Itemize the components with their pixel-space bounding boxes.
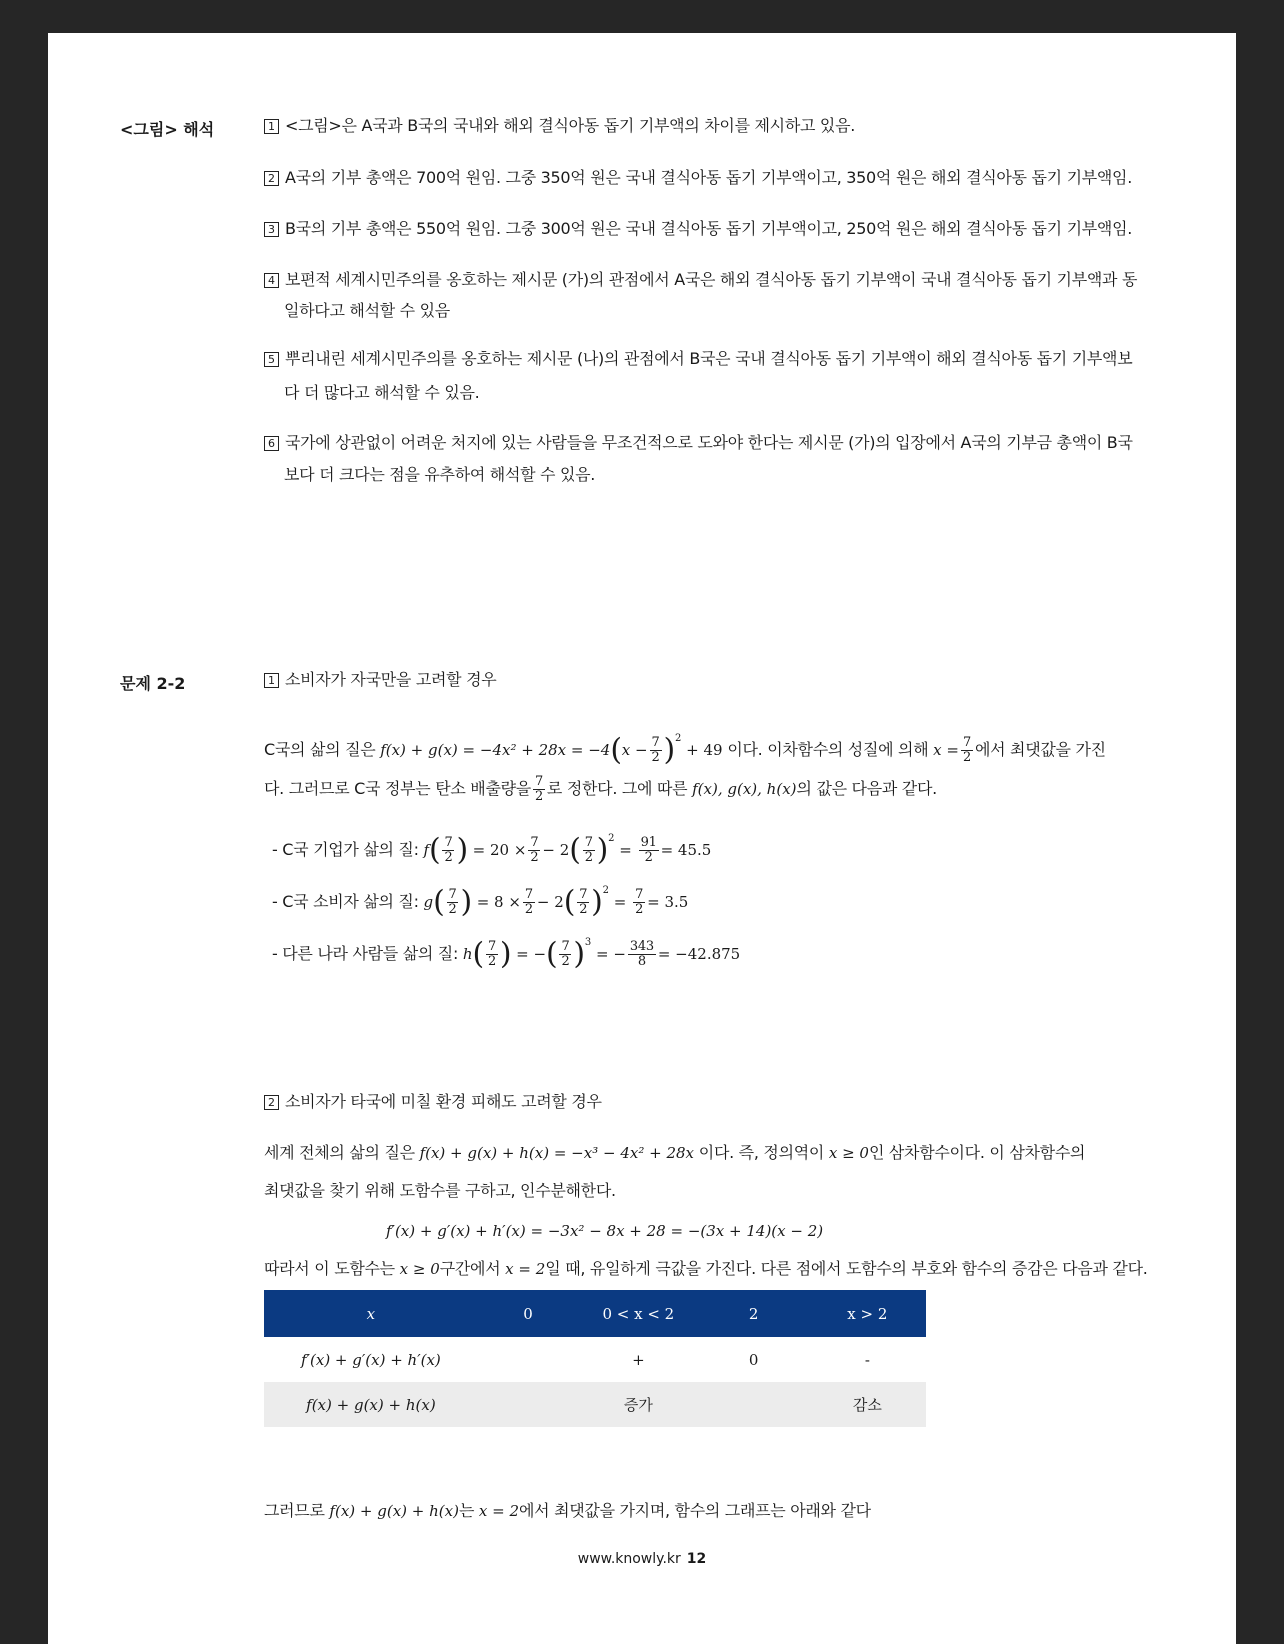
table-cell: 감소 <box>809 1382 926 1427</box>
table-row <box>264 1337 926 1382</box>
table-header: 2 <box>698 1290 808 1337</box>
x-value: x = 2 <box>505 1260 546 1278</box>
section-label-problem: 문제 2-2 <box>120 674 186 693</box>
page-number: 12 <box>686 1551 707 1567</box>
table-header: 0 < x < 2 <box>578 1290 698 1337</box>
table-row <box>264 1382 926 1427</box>
text: 의 값은 다음과 같다. <box>796 779 937 798</box>
x-value: x = 2 <box>478 1502 519 1520</box>
item-number: 5 <box>264 352 279 367</box>
row-label: - C국 소비자 삶의 질: <box>272 892 419 911</box>
item-number: 2 <box>264 171 279 186</box>
case-number: 1 <box>264 673 279 688</box>
item-text: 보편적 세계시민주의를 옹호하는 제시문 (가)의 관점에서 A국은 해외 결식아동 돕기 기부액이 국내 결식아동 돕기 기부액과 동 <box>285 270 1138 289</box>
table-header: 0 <box>478 1290 578 1337</box>
function: f(x) + g(x) + h(x) <box>329 1502 459 1520</box>
table-header-row <box>264 1290 926 1337</box>
value-row-h: - 다른 나라 사람들 삶의 질: h( $\frac{7}{2}$ ) = −( $\frac{7}{2}$ )$^3$ = − $\frac{343}{8}$ = −42.875 <box>272 936 741 972</box>
value-row-f: - C국 기업가 삶의 질: f( $\frac{7}{2}$ ) = 20 × $\frac{7}{2}$ − 2( $\frac{7}{2}$ )$^2$ = $\frac{91}{2}$ = 45.5 <box>272 832 712 868</box>
item-text: 뿌리내린 세계시민주의를 옹호하는 제시문 (나)의 관점에서 B국은 국내 결식아동 돕기 기부액이 해외 결식아동 돕기 기부액보 <box>285 349 1133 368</box>
footer-url: www.knowly.kr <box>577 1551 681 1567</box>
row-label: - C국 기업가 삶의 질: <box>272 840 419 859</box>
table-cell <box>478 1382 578 1427</box>
case-title: 소비자가 자국만을 고려할 경우 <box>285 670 497 689</box>
document-page <box>48 33 1236 1644</box>
table-cell: 0 <box>748 1350 759 1369</box>
text: 일 때, 유일하게 극값을 가진다. 다른 점에서 도함수의 부호와 함수의 증감은 다음과 같다. <box>545 1259 1148 1278</box>
row-result: = −42.875 <box>657 945 741 963</box>
case2-paragraph-1 <box>264 1143 1085 1163</box>
figure-item-2 <box>264 168 1132 188</box>
table-cell: 증가 <box>578 1382 698 1427</box>
case1-heading <box>264 670 496 690</box>
domain: x ≥ 0 <box>399 1260 440 1278</box>
table-cell: - <box>864 1350 870 1369</box>
equation: f′(x) + g′(x) + h′(x) = −3x² − 8x + 28 = −(3x + 14)(x − 2) <box>386 1222 824 1240</box>
figure-item-4 <box>264 270 1137 290</box>
item-text: 국가에 상관없이 어려운 처지에 있는 사람들을 무조건적으로 도와야 한다는 제시문 (가)의 입장에서 A국의 기부금 총액이 B국 <box>285 433 1133 452</box>
item-text: A국의 기부 총액은 700억 원임. 그중 350억 원은 국내 결식아동 돕기 기부액이고, 350억 원은 해외 결식아동 돕기 기부액임. <box>285 168 1132 187</box>
item-text: B국의 기부 총액은 550억 원임. 그중 300억 원은 국내 결식아동 돕기 기부액이고, 250억 원은 해외 결식아동 돕기 기부액임. <box>285 219 1133 238</box>
text: C국의 삶의 질은 <box>264 740 376 759</box>
text: 로 정한다. 그에 따른 <box>546 779 688 798</box>
table-header: x > 2 <box>809 1290 926 1337</box>
item-number: 1 <box>264 119 279 134</box>
row-label: - 다른 나라 사람들 삶의 질: <box>272 944 459 963</box>
item-text: <그림>은 A국과 B국의 국내와 해외 결식아동 돕기 기부액의 차이를 제시하고 있음. <box>285 116 856 135</box>
case2-paragraph-3 <box>264 1259 1148 1279</box>
equation: f(x) + g(x) + h(x) = −x³ − 4x² + 28x <box>419 1144 694 1162</box>
text: 구간에서 <box>439 1259 501 1278</box>
section-label-figure: <그림> 해석 <box>120 120 215 139</box>
text: 이다. 즉, 정의역이 <box>698 1143 825 1162</box>
table-cell: + <box>632 1350 645 1369</box>
text: 따라서 이 도함수는 <box>264 1259 395 1278</box>
derivative-equation <box>386 1221 823 1241</box>
case-title: 소비자가 타국에 미칠 환경 피해도 고려할 경우 <box>285 1092 602 1111</box>
figure-item-6 <box>264 433 1133 453</box>
figure-item-5 <box>264 349 1132 369</box>
item-number: 4 <box>264 273 279 288</box>
function-list: f(x), g(x), h(x) <box>692 780 797 798</box>
text: 그러므로 <box>264 1501 325 1520</box>
item-number: 6 <box>264 436 279 451</box>
sign-table <box>264 1290 926 1427</box>
figure-item-1 <box>264 116 855 136</box>
table-cell <box>698 1382 808 1427</box>
figure-item-4-cont: 일하다고 해석할 수 있음 <box>284 301 450 320</box>
value-row-g: - C국 소비자 삶의 질: g( $\frac{7}{2}$ ) = 8 × $\frac{7}{2}$ − 2( $\frac{7}{2}$ )$^2$ = $\frac{7}{2}$ = 3.5 <box>272 884 689 920</box>
table-cell: f′(x) + g′(x) + h′(x) <box>301 1350 441 1369</box>
table-cell: f(x) + g(x) + h(x) <box>264 1382 478 1427</box>
figure-item-6-cont: 보다 더 크다는 점을 유추하여 해석할 수 있음. <box>284 465 596 484</box>
text: 이다. 이차함수의 성질에 의해 <box>727 740 929 759</box>
row-result: = 3.5 <box>647 893 689 911</box>
table-header: x <box>264 1290 478 1337</box>
case-number: 2 <box>264 1095 279 1110</box>
text: 는 <box>458 1501 475 1520</box>
case1-paragraph-1: C국의 삶의 질은 f(x) + g(x) = −4x² + 28x = −4(x − $\frac{7}{2}$ )$^2$ + 49 이다. 이차함수의 성질에 의해 x = $\frac{7}{2}$ 에서 최댓값을 가진 <box>264 732 1106 768</box>
case1-paragraph-2: 다. 그러므로 C국 정부는 탄소 배출량을 $\frac{7}{2}$ 로 정한다. 그에 따른 f(x), g(x), h(x)의 값은 다음과 같다. <box>264 774 937 804</box>
equation: f(x) + g(x) = −4x² + 28x = −4 <box>380 741 611 759</box>
page-footer <box>48 1551 1236 1567</box>
row-result: = 45.5 <box>660 841 712 859</box>
conclusion-paragraph <box>264 1501 871 1521</box>
item-number: 3 <box>264 222 279 237</box>
text: 다. 그러므로 C국 정부는 탄소 배출량을 <box>264 779 531 798</box>
figure-item-3 <box>264 219 1132 239</box>
case2-heading <box>264 1092 602 1112</box>
text: 세계 전체의 삶의 질은 <box>264 1143 415 1162</box>
domain: x ≥ 0 <box>828 1144 869 1162</box>
text: 에서 최댓값을 가지며, 함수의 그래프는 아래와 같다 <box>519 1501 871 1520</box>
figure-item-5-cont: 다 더 많다고 해석할 수 있음. <box>284 383 480 402</box>
text: 에서 최댓값을 가진 <box>974 740 1106 759</box>
case2-paragraph-2: 최댓값을 찾기 위해 도함수를 구하고, 인수분해한다. <box>264 1181 616 1200</box>
text: 인 삼차함수이다. 이 삼차함수의 <box>868 1143 1086 1162</box>
table-cell <box>478 1337 578 1382</box>
